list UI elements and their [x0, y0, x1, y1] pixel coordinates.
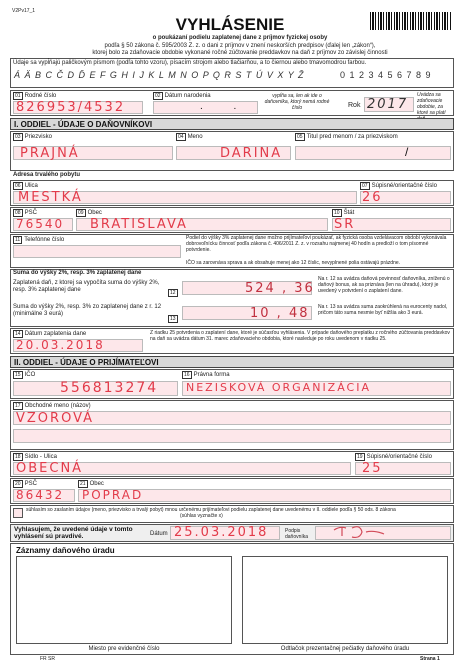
- row-12-num: 12: [170, 290, 176, 296]
- obec2-label: 21 Obec: [80, 481, 104, 487]
- sidlo-label: 18 Sídlo - Ulica: [15, 454, 57, 460]
- meno-value: DARINA: [220, 146, 283, 161]
- consent-note: (súhlas vyznačte x): [180, 513, 223, 519]
- supisne-value: 26: [362, 190, 383, 205]
- psc2-value: 86432: [16, 488, 65, 502]
- obchodne-field-2[interactable]: [13, 429, 451, 443]
- datum-note: vypĺňa sa, len ak ide o daňovníka, ktorý nemá rodné číslo: [264, 93, 330, 111]
- datum-narodenia-dots: . .: [200, 101, 251, 112]
- obec-label: 09 Obec: [78, 210, 102, 216]
- footer-left: FR SR: [40, 656, 55, 662]
- titul-value: /: [405, 145, 409, 159]
- law-line-2: ktorej bolo za zdaňovacie obdobie vykonané ročné zúčtovanie preddavkov na daň z príjmov zo závislej činnosti: [92, 50, 388, 56]
- stat-value: SR: [334, 217, 356, 232]
- ico-label: 15 IČO: [15, 372, 36, 378]
- row-13-num: 13: [170, 316, 176, 322]
- office-title: Záznamy daňového úradu: [16, 546, 115, 555]
- pravna-value: NEZISKOVÁ ORGANIZÁCIA: [186, 381, 371, 394]
- office-right-label: Odtlačok prezentačnej pečiatky daňového úradu: [280, 646, 410, 652]
- right-note-1: Na r. 12 sa uvádza daňová povinnosť daňovníka, zníženú o daňový bonus, ak sa priznáva (len na úhradu), ktorý je uvedený v potvrdení o zaplatení dane.: [318, 276, 450, 294]
- podiel-note-2: IČO sa zarovnáva sprava a ak obsahuje menej ako 12 číslic, nevyplnené polia ostávajú prázdne.: [186, 260, 401, 266]
- datum2-label: Dátum: [150, 531, 168, 537]
- podpis-label: Podpis daňovníka: [285, 528, 309, 540]
- office-left-label: Miesto pre evidenčné číslo: [88, 646, 160, 652]
- sidlo-value: OBECNÁ: [16, 461, 84, 476]
- datum-zaplatenia-value: 20.03.2018: [16, 338, 105, 352]
- priezvisko-value: PRAJNÁ: [20, 146, 80, 161]
- supisne2-value: 25: [362, 461, 383, 476]
- form-code: V2Pv17_1: [12, 8, 36, 14]
- form-title: VYHLÁSENIE: [175, 15, 285, 34]
- rodne-cislo-value: 826953/4532: [16, 100, 126, 115]
- datum-narodenia-label: 02 Dátum narodenia: [155, 93, 211, 99]
- form-sheet: [10, 8, 466, 660]
- obchodne-value: VZOROVÁ: [16, 411, 95, 426]
- signature-image: [330, 522, 390, 542]
- rok-label: Rok: [348, 102, 361, 109]
- section-2-title: II. ODDIEL - ÚDAJE O PRIJÍMATEĽOVI: [10, 356, 454, 368]
- suma-header: Suma do výšky 2%, resp. 3% zaplatenej dane: [13, 270, 142, 276]
- datum2-value: 25.03.2018: [174, 525, 269, 540]
- supisne-label: 07 Súpisné/orientačné číslo: [362, 183, 437, 189]
- adresa-label: Adresa trvalého pobytu: [13, 172, 81, 178]
- psc-value: 76540: [16, 217, 65, 231]
- ulica-label: 06 Ulica: [15, 183, 38, 189]
- right-note-2: Na r. 13 sa uvádza suma zaokrúhlená na eurocenty nadol, pričom táto suma nesmie byť nižšia ako 3 eurá.: [318, 304, 448, 316]
- obchodne-label: 17 Obchodné meno (názov): [15, 403, 91, 409]
- barcode: [370, 12, 452, 30]
- office-left-field: [16, 556, 232, 644]
- pravna-label: 16 Právna forma: [184, 372, 230, 378]
- consent-checkbox[interactable]: [13, 508, 23, 518]
- podiel-note-1: Podiel do výšky 3% zaplatenej dane možno prijímateľovi poukázať, ak fyzická osoba vzdelávacom období vykonávala dobrovoľnícku činnosť podľa zákona č. 406/2011 Z. z. v rozsahu najmenej 40 hodín a predloží o tom písomné potvrdenie.: [186, 235, 447, 253]
- obec-value: BRATISLAVA: [90, 217, 188, 232]
- ulica-value: MESTKÁ: [18, 190, 83, 205]
- psc2-label: 20 PSČ: [15, 481, 37, 487]
- law-line: podľa § 50 zákona č. 595/2003 Z. z. o dani z príjmov v znení neskorších predpisov (ďalej len „zákon“),: [104, 43, 376, 49]
- datum-zaplatenia-label: 14 Dátum zaplatenia dane: [15, 331, 87, 337]
- rodne-cislo-label: 01 Rodné číslo: [15, 93, 57, 99]
- titul-field[interactable]: [295, 146, 451, 160]
- digits-sample: 0 1 2 3 4 5 6 7 8 9: [340, 70, 432, 80]
- consent-text: súhlasím so zaslaním údajov (meno, priezvisko a trvalý pobyt) mnou určenému prijímateľovi podielu zaplatenej dane uvedenému v II. oddiele podľa § 50 ods. 8 zákona: [26, 507, 396, 513]
- priezvisko-label: 03 Priezvisko: [15, 134, 52, 140]
- rok-value: 2017: [367, 97, 409, 112]
- zaplatena-label: Zaplatená daň, z ktorej sa vypočíta suma do výšky 2%, resp. 3% zaplatenej dane: [13, 280, 160, 293]
- psc-label: 08 PSČ: [15, 210, 37, 216]
- obec2-value: POPRAD: [82, 488, 144, 502]
- meno-label: 04 Meno: [178, 134, 203, 140]
- suma-value: 10 , 48: [250, 306, 310, 321]
- ico-value: 556813274: [60, 380, 159, 396]
- form-subtitle: o poukázaní podielu zaplatenej dane z príjmov fyzickej osoby: [152, 35, 328, 41]
- rok-note: Uvádza sa zdaňovacie obdobie, za ktoré sa platí: [417, 92, 446, 116]
- datum-note: Z riadku 25 potvrdenia o zaplatení dane, ktoré je súčasťou vyhlásenia. V prípade daňového preplatku z ročného zúčtovania preddavkov na daň sa uvádza dátum 31. marec zdaňovacieho obdobia, ktoré nasleduje po roku uvedenom v riadku 25.: [150, 330, 450, 342]
- suma-label: Suma do výšky 2%, resp. 3% zo zaplatenej dane z r. 12 (minimálne 3 eurá): [13, 304, 162, 317]
- alphabet-sample: Á Ä B C Č D Ď E F G H I J K L M N O P Q R S T Ú V X Y Ž: [14, 70, 305, 80]
- telefon-label: 11 Telefónne číslo: [15, 237, 65, 243]
- supisne2-label: 19 Súpisné/orientačné číslo: [357, 454, 432, 460]
- office-right-field: [242, 556, 448, 644]
- titul-label: 05 Titul pred menom / za priezviskom: [297, 134, 398, 140]
- telefon-field[interactable]: [13, 245, 181, 258]
- section-1-title: I. ODDIEL - ÚDAJE O DAŇOVNÍKOVI: [10, 118, 454, 130]
- instructions: Údaje sa vypĺňajú paličkovým písmom (podľa tohto vzoru), písacím strojom alebo tlačiarňou, a to čiernou alebo tmavomodrou farbou.: [13, 60, 367, 66]
- statement: Vyhlasujem, že uvedené údaje v tomto vyhlásení sú pravdivé.: [14, 526, 133, 540]
- footer-right: Strana 1: [420, 656, 440, 662]
- zaplatena-value: 524 , 36: [245, 281, 315, 296]
- stat-label: 10 Štát: [334, 210, 355, 216]
